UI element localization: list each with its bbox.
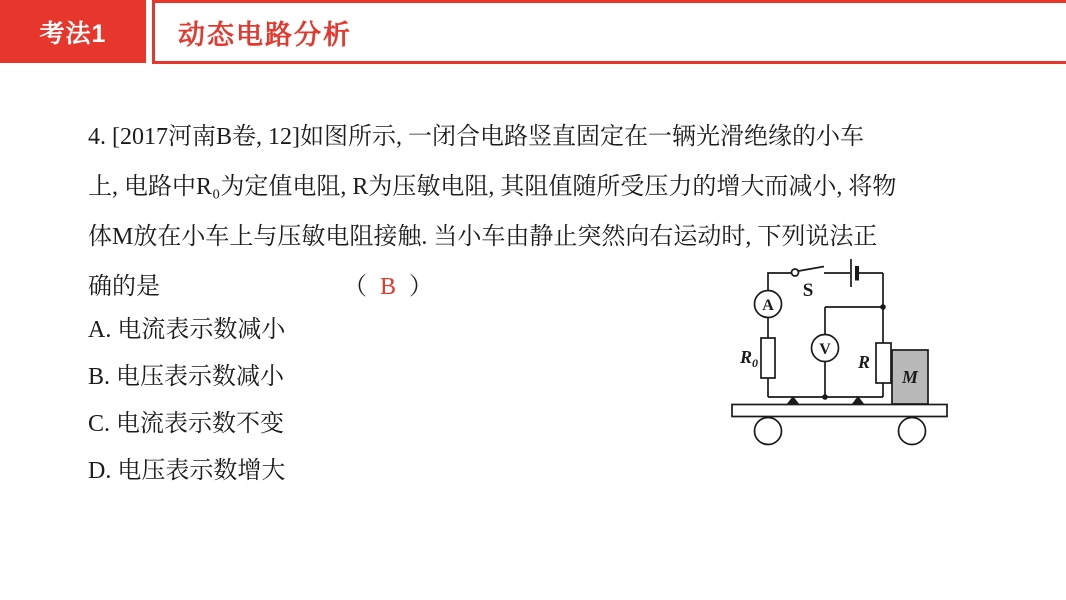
cart-plank	[732, 405, 947, 417]
resistor-r-label: R	[857, 352, 870, 372]
answer-paren-open: （	[343, 274, 367, 300]
switch-icon	[792, 267, 825, 277]
option-b: B. 电压表示数减小	[88, 364, 285, 390]
question-line-4-text: 确的是	[88, 274, 160, 300]
answer-paren-close: ）	[409, 274, 434, 300]
resistor-r0	[761, 338, 775, 378]
header-tag-box	[0, 0, 146, 63]
switch-label: S	[802, 280, 814, 301]
question-line-3: 体M放在小车上与压敏电阻接触. 当小车由静止突然向右运动时, 下列说法正	[88, 224, 878, 250]
resistor-r0-label: $R_0$	[740, 347, 759, 370]
answer-letter: B	[380, 274, 397, 300]
page-title: 动态电路分析	[178, 19, 352, 50]
header-tag-label: 考法1	[39, 19, 107, 48]
wheel-right-icon	[899, 418, 926, 445]
junction-dot-bottom	[822, 394, 828, 400]
answer-group	[343, 274, 433, 300]
question-line-1: 4. [2017河南B卷, 12]如图所示, 一闭合电路竖直固定在一辆光滑绝缘的小车	[88, 124, 864, 150]
junction-dot-top	[880, 304, 886, 310]
mass-block-label: M	[901, 367, 919, 387]
option-d: D. 电压表示数增大	[88, 458, 286, 484]
question-line-2: 上, 电路中R₀为定值电阻, R为压敏电阻, 其阻值随所受压力的增大而减小, 将物	[88, 174, 897, 200]
ammeter-icon	[755, 291, 782, 318]
options-list	[88, 307, 285, 495]
ammeter-label: A	[762, 297, 774, 314]
voltmeter-label: V	[819, 341, 831, 358]
resistor-r	[876, 343, 891, 383]
header-title-box	[152, 0, 1066, 64]
option-c: C. 电流表示数不变	[88, 411, 285, 437]
voltmeter-icon	[812, 335, 839, 362]
wheel-left-icon	[755, 418, 782, 445]
circuit-diagram	[720, 255, 960, 450]
battery-icon	[851, 259, 857, 287]
option-a: A. 电流表示数减小	[88, 317, 286, 343]
